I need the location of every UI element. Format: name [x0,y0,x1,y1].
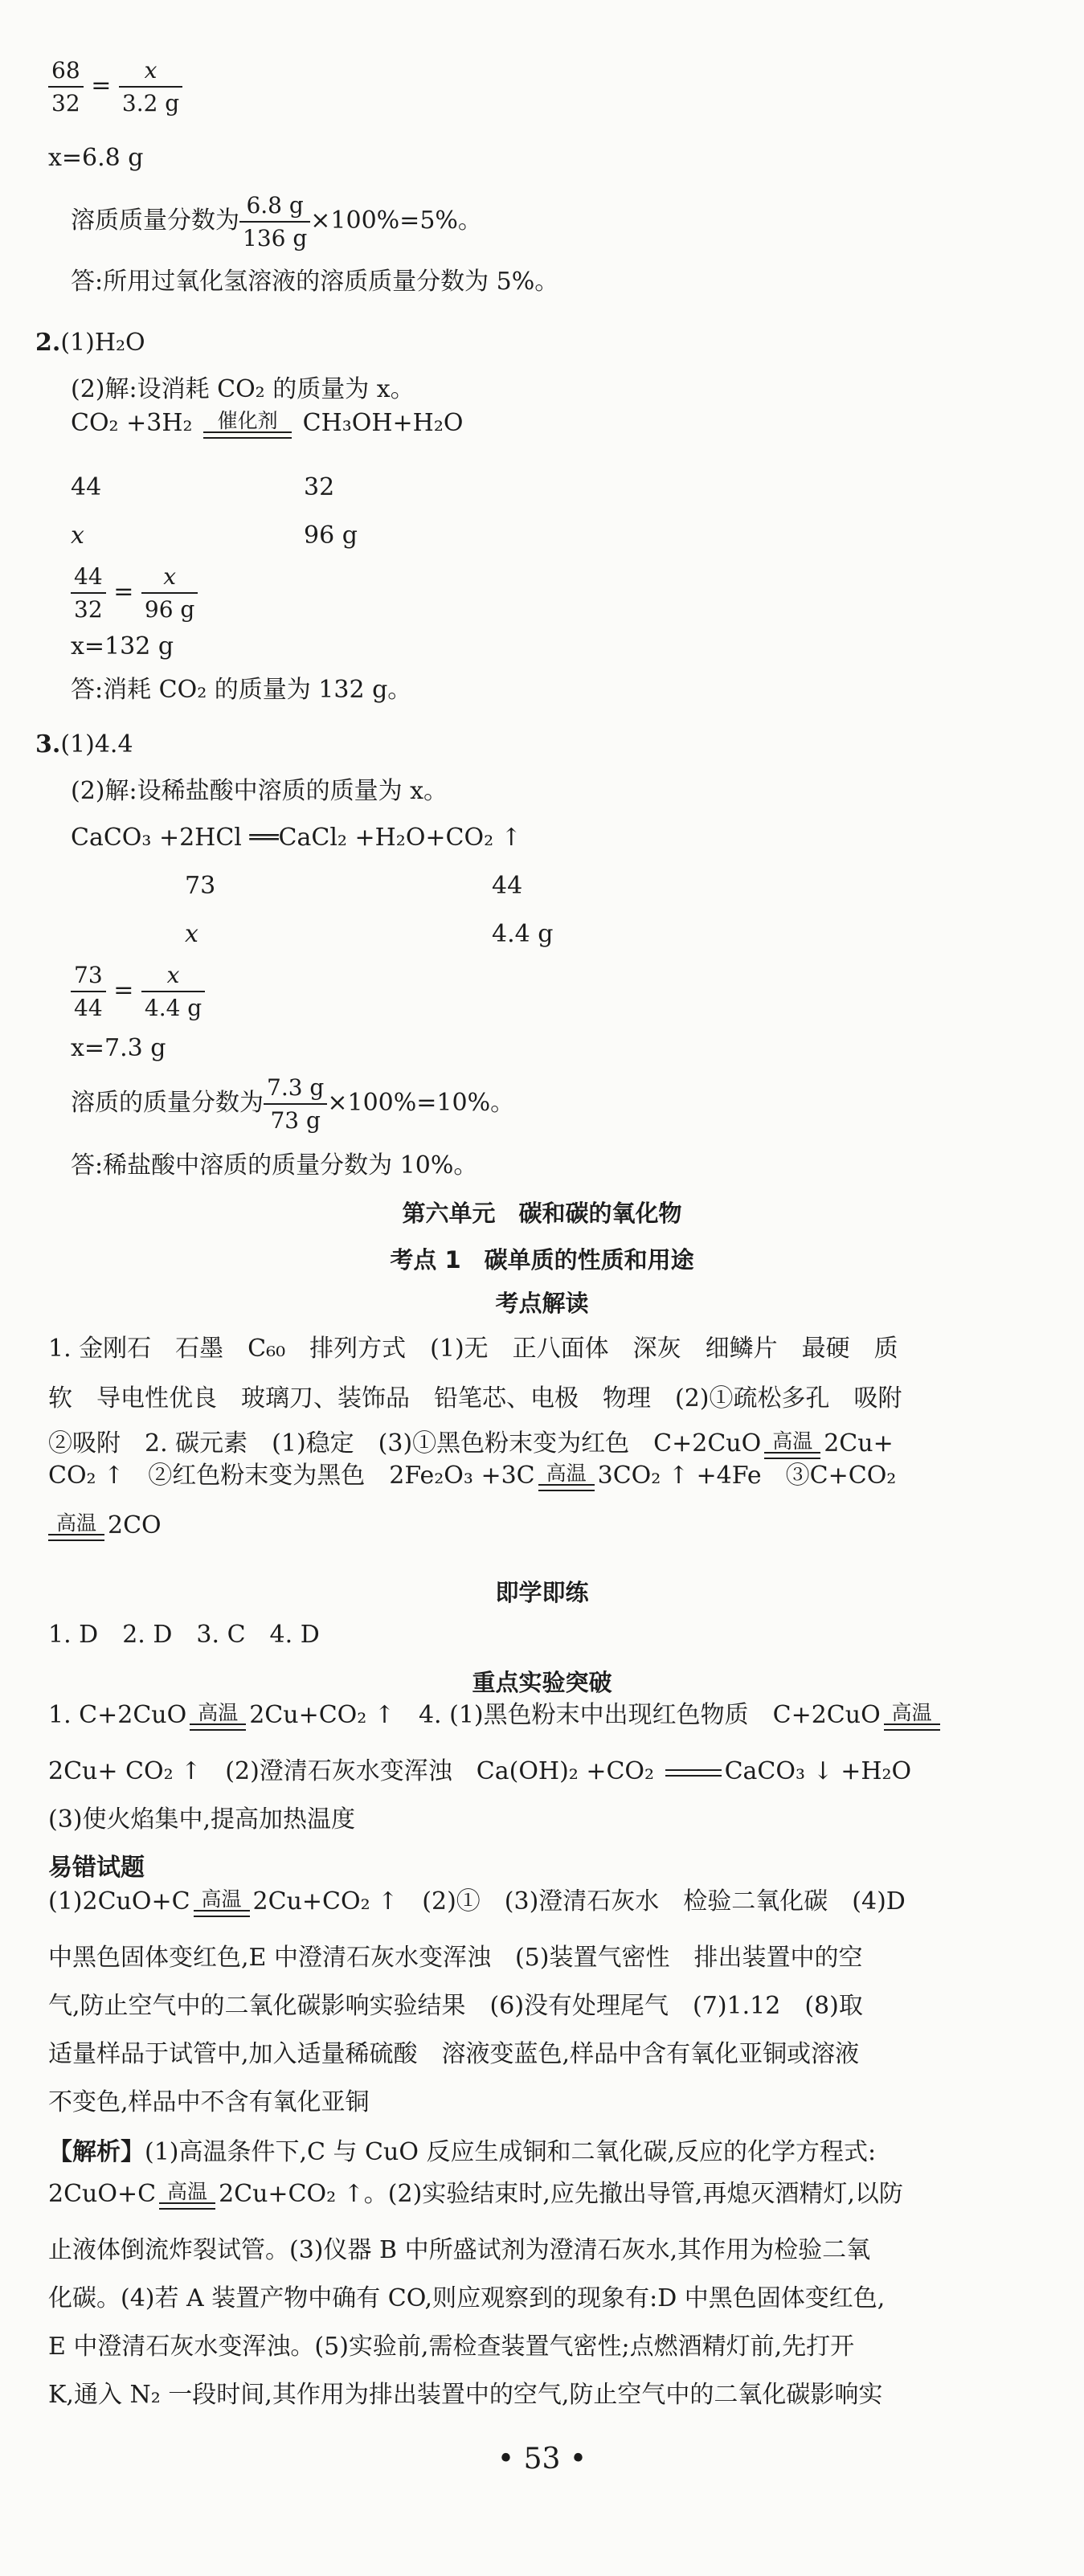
topic-title: 考点 1 碳单质的性质和用途 [390,1246,694,1274]
analysis-label: 【解析】 [48,2138,145,2166]
known-mass-right: 4.4 g [492,920,554,948]
unit-title: 第六单元 碳和碳的氧化物 [402,1200,682,1227]
analysis-line6: K,通入 N₂ 一段时间,其作用为排出装置中的空气,防止空气中的二氧化碳影响实 [48,2381,883,2409]
section1-line2: 软 导电性优良 玻璃刀、装饰品 铅笔芯、电极 物理 (2)①疏松多孔 吸附 [48,1384,902,1413]
section4-line1: (1)2CuO+C 高温 2Cu+CO₂ ↑ (2)① (3)澄清石灰水 检验二氧化碳 (4)D [48,1887,906,1916]
chemical-equation: CaCO₃ +2HCl ══CaCl₂ +H₂O+CO₂ ↑ [71,824,522,852]
section4-line3: 气,防止空气中的二氧化碳影响实验结果 (6)没有处理尾气 (7)1.12 (8)取 [48,1992,863,2020]
question-3-part1: 3.(1)4.4 [35,730,133,758]
fraction: $\frac{68}{32}$ [48,56,84,117]
analysis-line4: 化碳。(4)若 A 装置产物中确有 CO,则应观察到的现象有:D 中黑色固体变红色, [48,2284,886,2312]
analysis-line1: 【解析】(1)高温条件下,C 与 CuO 反应生成铜和二氧化碳,反应的化学方程式: [48,2138,877,2166]
answer-line: 答:所用过氧化氢溶液的溶质质量分数为 5%。 [71,268,559,296]
section3-line3: (3)使火焰集中,提高加热温度 [48,1805,356,1834]
analysis-line2: 2CuO+C 高温 2Cu+CO₂ ↑。(2)实验结束时,应先撤出导管,再熄灭酒精灯,以防 [48,2179,903,2208]
section1-line3: ②吸附 2. 碳元素 (1)稳定 (3)①黑色粉末变为红色 C+2CuO 高温 2Cu+ [48,1429,894,1458]
ratio-equation-3: $\frac{73}{44}$ = $\frac{x}{4.4 g}$ [71,961,205,1022]
answer-line: 答:稀盐酸中溶质的质量分数为 10%。 [71,1151,478,1180]
section4-line4: 适量样品于试管中,加入适量稀硫酸 溶液变蓝色,样品中含有氧化亚铜或溶液 [48,2040,860,2068]
analysis-line3: 止液体倒流炸裂试管。(3)仪器 B 中所盛试剂为澄清石灰水,其作用为检验二氧 [48,2236,871,2264]
section1-line5: 高温 2CO [45,1511,162,1541]
section-title-yicuo-shiti: 易错试题 [48,1854,145,1882]
page-number: • 53 • [497,2443,587,2476]
molar-mass-right: 44 [492,872,523,900]
unknown-left: x [185,920,198,948]
section4-line2: 中黑色固体变红色,E 中澄清石灰水变浑浊 (5)装置气密性 排出装置中的空 [48,1944,863,1972]
answer-line: 答:消耗 CO₂ 的质量为 132 g。 [71,676,412,704]
molar-mass-right: 32 [304,473,335,501]
unknown-left: x [71,521,84,550]
fraction: $\frac{x}{3.2 g}$ [119,56,182,117]
question-3-part2: (2)解:设稀盐酸中溶质的质量为 x。 [71,777,448,805]
mass-fraction-line: 溶质的质量分数为 $\frac{7.3 g}{73 g}$ ×100%=10%。 [71,1074,515,1134]
ratio-equation-2: $\frac{44}{32}$ = $\frac{x}{96 g}$ [71,562,198,624]
reaction-sign: 催化剂 [200,411,295,439]
question-2-part1: 2.(1)H₂O [35,329,145,357]
section1-line4: CO₂ ↑ ②红色粉末变为黑色 2Fe₂O₃ +3C 高温 3CO₂ ↑ +4Fe ③C+CO₂ [48,1461,897,1490]
x-result: x=132 g [71,632,174,660]
section-title-zhongdian-shiyan: 重点实验突破 [472,1669,612,1696]
question-2-part2: (2)解:设消耗 CO₂ 的质量为 x。 [71,375,415,403]
section1-line1: 1. 金刚石 石墨 C₆₀ 排列方式 (1)无 正八面体 深灰 细鳞片 最硬 质 [48,1335,898,1363]
section-title-kaodian-jiedu: 考点解读 [495,1290,589,1317]
mass-fraction-line: 溶质质量分数为 $\frac{6.8 g}{136 g}$ ×100%=5%。 [71,192,482,251]
section3-line2: 2Cu+ CO₂ ↑ (2)澄清石灰水变浑浊 Ca(OH)₂ +CO₂ CaCO₃ ↓ +H₂O [48,1757,912,1785]
section-title-jixue-jilian: 即学即练 [495,1579,589,1606]
x-result: x=6.8 g [48,144,144,172]
x-result: x=7.3 g [71,1034,166,1062]
molar-mass-left: 44 [71,473,102,501]
known-mass-right: 96 g [304,521,358,550]
molar-mass-left: 73 [185,872,216,900]
ratio-equation-1: $\frac{68}{32}$ = $\frac{x}{3.2 g}$ [48,56,182,117]
analysis-line5: E 中澄清石灰水变浑浊。(5)实验前,需检查装置气密性;点燃酒精灯前,先打开 [48,2333,855,2361]
section3-line1: 1. C+2CuO 高温 2Cu+CO₂ ↑ 4. (1)黑色粉末中出现红色物质 C+2CuO 高温 [48,1700,943,1731]
section2-answers: 1. D 2. D 3. C 4. D [48,1621,320,1649]
chemical-equation: CO₂ +3H₂ 催化剂 CH₃OH+H₂O [71,408,464,437]
section4-line5: 不变色,样品中不含有氧化亚铜 [48,2088,370,2116]
